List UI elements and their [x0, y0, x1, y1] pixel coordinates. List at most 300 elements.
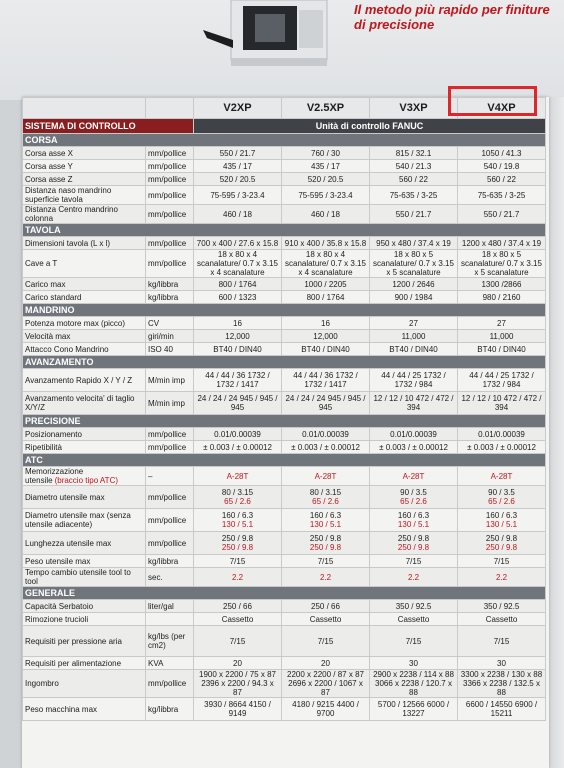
value-text: 460 / 18: [311, 209, 340, 219]
value-text: 12 / 12 / 10 472 / 472 / 394: [373, 394, 454, 412]
row-value: [458, 369, 546, 392]
row-label: [23, 330, 146, 343]
value-text: BT40 / DIN40: [389, 344, 438, 354]
table-row: [23, 186, 546, 205]
row-value: [370, 343, 458, 356]
row-value: [194, 237, 282, 250]
section-title: ATC: [23, 454, 546, 467]
row-value: [282, 657, 370, 670]
row-value: [370, 657, 458, 670]
value-text-alt: 65 / 2.6: [224, 497, 251, 506]
table-row: [23, 237, 546, 250]
row-value: [458, 330, 546, 343]
row-label-text: Requisiti per pressione aria: [25, 636, 122, 646]
row-unit: mm/pollice: [146, 147, 194, 160]
row-value: [458, 532, 546, 555]
row-value: [282, 555, 370, 568]
table-row: [23, 173, 546, 186]
value-text: 250 / 9.8: [309, 534, 342, 543]
value-text: 75-595 / 3-23.4: [298, 190, 353, 200]
value-text: ± 0.003 / ± 0.00012: [291, 442, 360, 452]
row-label-text: Carico standard: [25, 292, 82, 302]
row-label-text: Avanzamento velocita' di taglio X/Y/Z: [25, 394, 135, 412]
row-value: [458, 237, 546, 250]
row-value: [282, 330, 370, 343]
value-text: 2.2: [231, 572, 244, 582]
model-header: V2.5XP: [282, 98, 370, 119]
model-header: V2XP: [194, 98, 282, 119]
value-text: 30: [497, 658, 506, 668]
row-label-text: Distanza naso mandrino superficie tavola: [25, 186, 112, 204]
row-unit: kg/libbra: [146, 555, 194, 568]
value-text: BT40 / DIN40: [477, 344, 526, 354]
model-header: V3XP: [370, 98, 458, 119]
value-text: A-28T: [226, 471, 249, 481]
row-value: [458, 657, 546, 670]
row-value: [458, 250, 546, 278]
section-title: MANDRINO: [23, 304, 546, 317]
value-text: 160 / 6.3: [397, 511, 430, 520]
table-row: [23, 467, 546, 486]
row-value: [194, 698, 282, 721]
value-text-alt: 65 / 2.6: [312, 497, 339, 506]
row-value: [194, 428, 282, 441]
value-text: Cassetto: [397, 614, 430, 624]
value-text: 3930 / 8664 4150 / 9149: [204, 700, 271, 718]
row-value: [194, 205, 282, 224]
row-value: [194, 317, 282, 330]
value-text-alt: 65 / 2.6: [400, 497, 427, 506]
value-text: 250 / 66: [311, 601, 340, 611]
row-value: [458, 317, 546, 330]
row-label: [23, 441, 146, 454]
row-value: [370, 568, 458, 587]
row-label-text: Tempo cambio utensile tool to tool: [25, 568, 131, 586]
value-text: 6600 / 14550 6900 / 15211: [465, 700, 538, 718]
row-value: [370, 186, 458, 205]
section-header: [23, 224, 546, 237]
table-row: [23, 568, 546, 587]
row-unit: CV: [146, 317, 194, 330]
row-value: [458, 626, 546, 657]
table-row: [23, 441, 546, 454]
row-value: [194, 392, 282, 415]
value-text: 700 x 400 / 27.6 x 15.8: [196, 238, 279, 248]
row-value: [370, 369, 458, 392]
value-text: 24 / 24 / 24 945 / 945 / 945: [197, 394, 278, 412]
row-value: [194, 486, 282, 509]
row-value: [194, 532, 282, 555]
row-label-text: Peso macchina max: [25, 704, 98, 714]
value-text: 7/15: [317, 556, 334, 566]
row-value: [282, 509, 370, 532]
value-text: 7/15: [229, 556, 246, 566]
row-value: [458, 509, 546, 532]
row-value: [458, 555, 546, 568]
value-text-alt: 250 / 9.8: [309, 543, 342, 552]
value-text: 7/15: [229, 636, 246, 646]
row-value: [370, 613, 458, 626]
row-value: [194, 330, 282, 343]
value-text: 16: [321, 318, 330, 328]
value-text: 2.2: [319, 572, 332, 582]
value-text: 800 / 1764: [218, 279, 257, 289]
value-text-alt: 250 / 9.8: [397, 543, 430, 552]
row-value: [370, 486, 458, 509]
row-value: [370, 392, 458, 415]
value-text: 20: [321, 658, 330, 668]
row-value: [370, 532, 458, 555]
row-value: [194, 568, 282, 587]
headline-line2: di precisione: [354, 17, 435, 32]
row-label: [23, 428, 146, 441]
control-system-value: Unità di controllo FANUC: [194, 119, 546, 134]
row-label-text: Potenza motore max (picco): [25, 318, 126, 328]
value-text: A-28T: [402, 471, 425, 481]
row-value: [282, 160, 370, 173]
row-value: [458, 147, 546, 160]
value-text: BT40 / DIN40: [213, 344, 262, 354]
row-value: [370, 147, 458, 160]
row-value: [458, 186, 546, 205]
row-value: [282, 343, 370, 356]
row-value: [282, 428, 370, 441]
row-value: [370, 441, 458, 454]
row-value: [194, 613, 282, 626]
row-label: [23, 509, 146, 532]
row-label: [23, 568, 146, 587]
headline-line1: Il metodo più rapido per finiture: [354, 2, 550, 17]
row-value: [370, 237, 458, 250]
row-unit: mm/pollice: [146, 486, 194, 509]
value-text: 18 x 80 x 5 scanalature/ 0.7 x 3.15 x 5 scanalature: [373, 250, 454, 277]
section-title: CORSA: [23, 134, 546, 147]
row-value: [282, 205, 370, 224]
value-text: 12 / 12 / 10 472 / 472 / 394: [461, 394, 542, 412]
row-label: [23, 670, 146, 698]
value-text: 1000 / 2205: [304, 279, 347, 289]
row-value: [282, 250, 370, 278]
table-row: [23, 278, 546, 291]
value-text: 80 / 3.15: [309, 488, 342, 497]
row-label: [23, 237, 146, 250]
value-text: BT40 / DIN40: [301, 344, 350, 354]
row-value: [458, 600, 546, 613]
row-label: [23, 613, 146, 626]
row-value: [194, 626, 282, 657]
value-text: 18 x 80 x 4 scanalature/ 0.7 x 3.15 x 4 scanalature: [285, 250, 366, 277]
row-label: [23, 532, 146, 555]
value-text: 44 / 44 / 25 1732 / 1732 / 984: [381, 371, 446, 389]
value-text: 800 / 1764: [306, 292, 345, 302]
row-value: [282, 369, 370, 392]
row-label-text: Corsa asse Z: [25, 174, 73, 184]
value-text: 7/15: [405, 636, 422, 646]
row-label-text: Attacco Cono Mandrino: [25, 344, 109, 354]
value-text-alt: 250 / 9.8: [221, 543, 254, 552]
control-system-row: [23, 119, 546, 134]
table-row: [23, 291, 546, 304]
table-row: [23, 369, 546, 392]
table-row: [23, 250, 546, 278]
value-text: 75-595 / 3-23.4: [210, 190, 265, 200]
row-unit: liter/gal: [146, 600, 194, 613]
row-unit: mm/pollice: [146, 186, 194, 205]
row-value: [458, 173, 546, 186]
value-text: 44 / 44 / 25 1732 / 1732 / 984: [469, 371, 534, 389]
row-value: [282, 278, 370, 291]
table-row: [23, 160, 546, 173]
row-unit: kg/libbra: [146, 698, 194, 721]
table-row: [23, 698, 546, 721]
row-value: [194, 369, 282, 392]
row-value: [194, 657, 282, 670]
row-label-text: Posizionamento: [25, 429, 82, 439]
row-value: [282, 147, 370, 160]
value-text: 250 / 9.8: [221, 534, 254, 543]
value-text: 20: [233, 658, 242, 668]
row-label: [23, 657, 146, 670]
value-text: 90 / 3.5: [488, 488, 515, 497]
value-text: 350 / 92.5: [395, 601, 432, 611]
row-unit: mm/pollice: [146, 237, 194, 250]
value-text: 0.01/0.00039: [390, 429, 437, 439]
row-unit: M/min imp: [146, 392, 194, 415]
row-label-text: Carico max: [25, 279, 66, 289]
table-row: [23, 205, 546, 224]
row-value: [282, 317, 370, 330]
section-header: [23, 415, 546, 428]
row-label: [23, 555, 146, 568]
row-unit: ISO 40: [146, 343, 194, 356]
row-unit: sec.: [146, 568, 194, 587]
row-value: [194, 600, 282, 613]
row-value: [370, 205, 458, 224]
value-text: 12,000: [313, 331, 338, 341]
row-value: [194, 467, 282, 486]
machine-image: [203, 0, 345, 68]
value-text: 30: [409, 658, 418, 668]
value-text: 1300 /2866: [481, 279, 522, 289]
section-header: [23, 587, 546, 600]
table-row: [23, 509, 546, 532]
row-unit: mm/pollice: [146, 441, 194, 454]
row-value: [370, 626, 458, 657]
table-row: [23, 600, 546, 613]
value-text: 560 / 22: [487, 174, 516, 184]
value-text: 560 / 22: [399, 174, 428, 184]
value-text: 435 / 17: [311, 161, 340, 171]
row-value: [282, 532, 370, 555]
value-text: 44 / 44 / 36 1732 / 1732 / 1417: [205, 371, 270, 389]
row-label-text: Diametro utensile max: [25, 492, 105, 502]
row-value: [370, 670, 458, 698]
row-label: [23, 343, 146, 356]
header-blank-unit: [146, 98, 194, 119]
row-unit: kg/lbs (per cm2): [146, 626, 194, 657]
value-text: 11,000: [401, 331, 426, 341]
row-value: [458, 698, 546, 721]
value-text: 0.01/0.00039: [302, 429, 349, 439]
value-text: 550 / 21.7: [483, 209, 520, 219]
row-label-text: Velocità max: [25, 331, 71, 341]
value-text: 460 / 18: [223, 209, 252, 219]
row-value: [370, 291, 458, 304]
value-text-alt: 130 / 5.1: [397, 520, 430, 529]
value-text: 815 / 32.1: [395, 148, 432, 158]
value-text: 27: [409, 318, 418, 328]
row-value: [282, 613, 370, 626]
row-value: [194, 670, 282, 698]
row-label-text: Ripetibilità: [25, 442, 62, 452]
value-text: 3300 x 2238 / 130 x 88 3366 x 2238 / 132.5 x 88: [460, 670, 543, 697]
row-value: [194, 160, 282, 173]
row-value: [194, 147, 282, 160]
row-unit: [146, 613, 194, 626]
row-value: [370, 509, 458, 532]
row-value: [282, 186, 370, 205]
row-value: [458, 568, 546, 587]
row-label: [23, 698, 146, 721]
row-value: [282, 392, 370, 415]
value-text: ± 0.003 / ± 0.00012: [203, 442, 272, 452]
value-text: 1050 / 41.3: [481, 148, 522, 158]
row-value: [194, 291, 282, 304]
row-value: [458, 392, 546, 415]
row-value: [370, 278, 458, 291]
row-label-text: Corsa asse Y: [25, 161, 73, 171]
row-unit: kg/libbra: [146, 291, 194, 304]
value-text-alt: 130 / 5.1: [309, 520, 342, 529]
value-text: 435 / 17: [223, 161, 252, 171]
row-label-text: Distanza Centro mandrino colonna: [25, 205, 118, 223]
section-header: [23, 134, 546, 147]
row-unit: M/min imp: [146, 369, 194, 392]
value-text: 540 / 21.3: [395, 161, 432, 171]
row-label-text: Peso utensile max: [25, 556, 91, 566]
table-row: [23, 317, 546, 330]
row-label-note: (braccio tipo ATC): [54, 476, 119, 485]
row-label-text: Avanzamento Rapido X / Y / Z: [25, 375, 133, 385]
value-text: 250 / 9.8: [397, 534, 430, 543]
row-value: [370, 555, 458, 568]
table-row: [23, 670, 546, 698]
row-label: [23, 486, 146, 509]
table-row: [23, 392, 546, 415]
row-label-text: Lunghezza utensile max: [25, 538, 112, 548]
value-text: 12,000: [225, 331, 250, 341]
row-unit: kg/libbra: [146, 278, 194, 291]
row-label-text: Memorizzazione utensile: [25, 467, 84, 485]
value-text: 27: [497, 318, 506, 328]
row-value: [194, 509, 282, 532]
value-text: 160 / 6.3: [485, 511, 518, 520]
row-label: [23, 250, 146, 278]
value-text: 2900 x 2238 / 114 x 88 3066 x 2238 / 120.7 x 88: [373, 670, 454, 697]
section-header: [23, 304, 546, 317]
row-value: [458, 160, 546, 173]
row-label: [23, 291, 146, 304]
value-text: 2.2: [495, 572, 508, 582]
value-text: 2200 x 2200 / 87 x 87 2696 x 2200 / 1067 x 87: [287, 670, 364, 697]
row-value: [458, 467, 546, 486]
value-text: 520 / 20.5: [219, 174, 256, 184]
row-value: [370, 250, 458, 278]
table-row: [23, 428, 546, 441]
row-value: [194, 186, 282, 205]
table-row: [23, 613, 546, 626]
row-label: [23, 173, 146, 186]
value-text: 80 / 3.15: [221, 488, 254, 497]
value-text: 7/15: [493, 556, 510, 566]
row-label: [23, 626, 146, 657]
value-text: 90 / 3.5: [400, 488, 427, 497]
row-value: [194, 343, 282, 356]
table-row: [23, 147, 546, 160]
highlight-box: [448, 86, 537, 116]
row-value: [370, 173, 458, 186]
spec-sheet: [22, 97, 549, 768]
value-text: 7/15: [493, 636, 510, 646]
section-title: AVANZAMENTO: [23, 356, 546, 369]
value-text: 1200 / 2646: [392, 279, 435, 289]
row-unit: mm/pollice: [146, 250, 194, 278]
value-text: 75-635 / 3-25: [389, 190, 438, 200]
table-row: [23, 657, 546, 670]
row-value: [282, 173, 370, 186]
row-label-text: Requisiti per alimentazione: [25, 658, 122, 668]
value-text: Cassetto: [309, 614, 342, 624]
value-text: 250 / 66: [223, 601, 252, 611]
row-unit: mm/pollice: [146, 670, 194, 698]
section-title: TAVOLA: [23, 224, 546, 237]
value-text: 600 / 1323: [218, 292, 257, 302]
value-text: 5700 / 12566 6000 / 13227: [377, 700, 450, 718]
value-text: 540 / 19.8: [483, 161, 520, 171]
row-label: [23, 205, 146, 224]
value-text: 4180 / 9215 4400 / 9700: [292, 700, 359, 718]
table-row: [23, 486, 546, 509]
row-label: [23, 317, 146, 330]
value-text: 1900 x 2200 / 75 x 87 2396 x 2200 / 94.3 x 87: [199, 670, 276, 697]
value-text: 0.01/0.00039: [478, 429, 525, 439]
table-row: [23, 532, 546, 555]
row-label: [23, 186, 146, 205]
row-label: [23, 600, 146, 613]
row-value: [282, 291, 370, 304]
row-value: [370, 160, 458, 173]
value-text: Cassetto: [221, 614, 254, 624]
value-text: 350 / 92.5: [483, 601, 520, 611]
row-label-text: Capacità Serbatoio: [25, 601, 94, 611]
row-value: [370, 428, 458, 441]
value-text: 900 / 1984: [394, 292, 433, 302]
row-unit: mm/pollice: [146, 160, 194, 173]
value-text-alt: 65 / 2.6: [488, 497, 515, 506]
row-value: [194, 173, 282, 186]
value-text: 980 / 2160: [482, 292, 521, 302]
row-value: [458, 670, 546, 698]
row-value: [282, 698, 370, 721]
value-text: 11,000: [489, 331, 514, 341]
row-unit: –: [146, 467, 194, 486]
value-text: 550 / 21.7: [395, 209, 432, 219]
value-text: 520 / 20.5: [307, 174, 344, 184]
row-value: [458, 441, 546, 454]
row-unit: mm/pollice: [146, 205, 194, 224]
section-header: [23, 454, 546, 467]
value-text: Cassetto: [485, 614, 518, 624]
